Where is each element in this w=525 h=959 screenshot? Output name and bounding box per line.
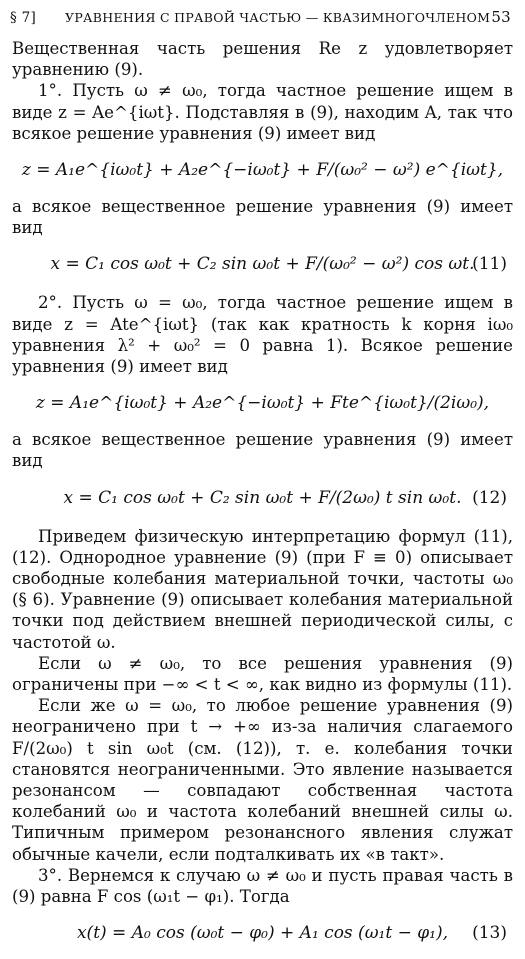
equation-number: (11) — [472, 254, 507, 275]
page-body — [12, 38, 513, 959]
formula-11 — [12, 244, 513, 284]
paragraph-8: Если же ω = ω₀, то любое решение уравнения (9) неограничено при t → +∞ из-за наличия слагаемого F/(2ω₀) t sin ω₀t (см. (12)), т. е. колебания точки становятся неограниченными. Это явление называется резонансом — совпадают собственная частота колебаний ω₀ и частота колебаний внешней силы ω. Типичным примером резонансного явления служат обычные качели, если подталкивать их «в такт». — [12, 696, 513, 864]
chapter-title: УРАВНЕНИЯ С ПРАВОЙ ЧАСТЬЮ — КВАЗИМНОГОЧЛЕНОМ — [65, 10, 491, 25]
formula-text: x = C₁ cos ω₀t + C₂ sin ω₀t + F/(2ω₀) t sin ω₀t. — [63, 487, 462, 508]
paragraph-7: Если ω ≠ ω₀, то все решения уравнения (9) ограничены при −∞ < t < ∞, как видно из формулы (11). — [12, 653, 513, 695]
formula-13 — [12, 913, 513, 953]
equation-number: (13) — [472, 923, 507, 944]
formula-text: x(t) = A₀ cos (ω₀t − φ₀) + A₁ cos (ω₁t − φ₁), — [76, 923, 449, 944]
paragraph-1: Вещественная часть решения Re z удовлетворяет уравнению (9). — [12, 39, 513, 80]
paragraph-2: 1°. Пусть ω ≠ ω₀, тогда частное решение ищем в виде z = Ae^{iωt}. Подставляя в (9), находим A, так что всякое решение уравнения (9) имеет вид — [12, 81, 513, 143]
formula-general-solution — [12, 150, 513, 190]
paragraph-3: а всякое вещественное решение уравнения (9) имеет вид — [12, 197, 513, 238]
formula-text: x = C₁ cos ω₀t + C₂ sin ω₀t + F/(ω₀² − ω²) cos ωt. — [50, 254, 475, 275]
formula-text: z = A₁e^{iω₀t} + A₂e^{−iω₀t} + Fte^{iω₀t}/(2iω₀), — [35, 393, 490, 414]
running-header — [10, 8, 515, 30]
paragraph-4: 2°. Пусть ω = ω₀, тогда частное решение ищем в виде z = Ate^{iωt} (так как кратность k корня iω₀ уравнения λ² + ω₀² = 0 равна 1). Всякое решение уравнения (9) имеет вид — [12, 293, 513, 377]
equation-number: (12) — [472, 487, 507, 508]
formula-text: z = A₁e^{iω₀t} + A₂e^{−iω₀t} + F/(ω₀² − ω²) e^{iωt}, — [21, 160, 504, 181]
formula-12 — [12, 478, 513, 518]
paragraph-9: 3°. Вернемся к случаю ω ≠ ω₀ и пусть правая часть в (9) равна F cos (ω₁t − φ₁). Тогда — [12, 865, 513, 907]
paragraph-6: Приведем физическую интерпретацию формул (11), (12). Однородное уравнение (9) (при F ≡ 0) описывает свободные колебания материальной точки, частоты ω₀ (§ 6). Уравнение (9) описывает колебания материальной точки под действием внешней периодической силы, с частотой ω. — [12, 526, 513, 652]
paragraph-5: а всякое вещественное решение уравнения (9) имеет вид — [12, 430, 513, 471]
section-ref: § 7] — [10, 10, 37, 26]
page-number: 53 — [491, 8, 511, 26]
formula-resonance-complex — [12, 383, 513, 423]
